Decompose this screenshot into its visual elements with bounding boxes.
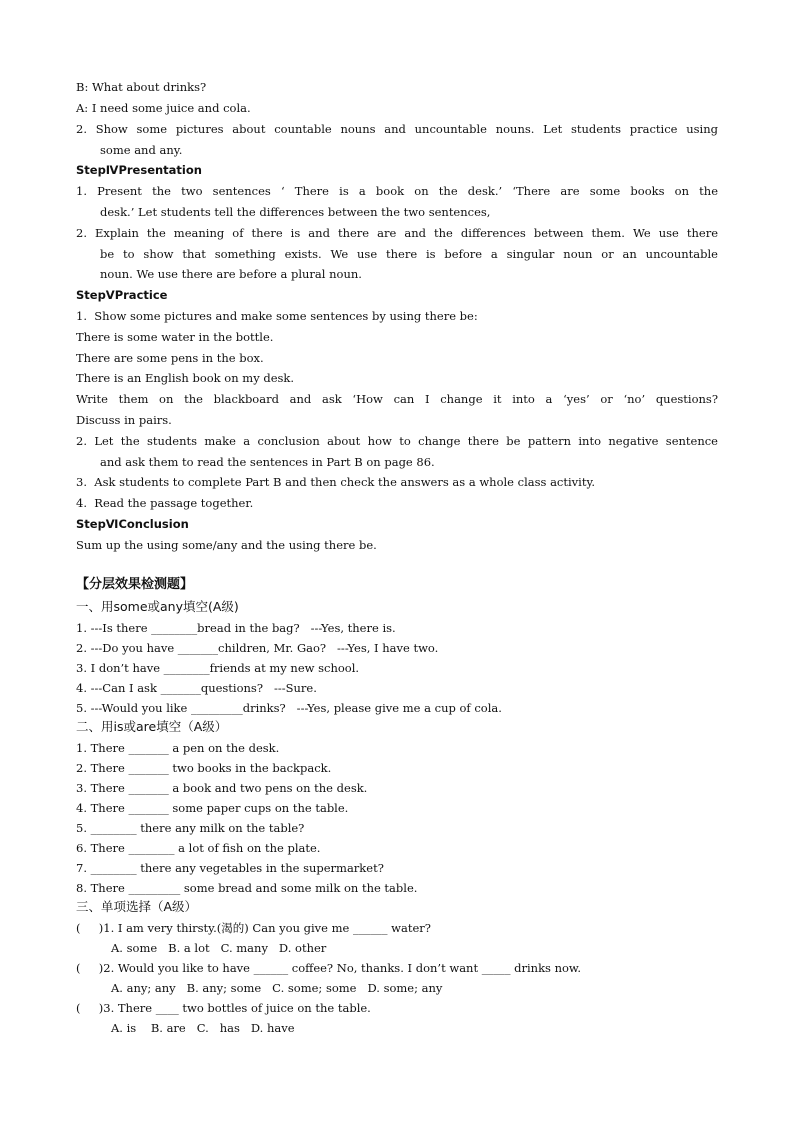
list-item-continuation: and ask them to read the sentences in Part B on page 86.	[100, 455, 435, 469]
exercise-item: 6. There ________ a lot of fish on the plate.	[76, 841, 321, 855]
list-item: 1. Show some pictures and make some sentences by using there be:	[76, 309, 478, 323]
exercise-item: 7. ________ there any vegetables in the supermarket?	[76, 861, 384, 875]
section-heading: StepⅣPresentation	[76, 163, 202, 177]
example-sentence: There are some pens in the box.	[76, 351, 264, 365]
list-item-continuation: noun. We use there are before a plural noun.	[100, 267, 362, 281]
list-item: 1. Present the two sentences ‘ There is a book on the desk.’ ‘There are some books on the	[76, 184, 718, 198]
paragraph-line: Discuss in pairs.	[76, 413, 172, 427]
section-heading: StepⅥConclusion	[76, 517, 189, 531]
exercise-item: 5. ---Would you like _________drinks? ---Yes, please give me a cup of cola.	[76, 701, 502, 715]
exercise-section-heading: 三、单项选择（A级）	[76, 899, 198, 914]
list-item: 2. Explain the meaning of there is and there are and the differences between them. We use there	[76, 226, 718, 240]
exercise-item: 3. There _______ a book and two pens on the desk.	[76, 781, 368, 795]
exercise-section-heading: 二、用is或are填空（A级）	[76, 719, 228, 734]
multiple-choice-options: A. some B. a lot C. many D. other	[111, 941, 327, 955]
list-item: 4. Read the passage together.	[76, 496, 254, 510]
exercise-item: 2. There _______ two books in the backpack.	[76, 761, 332, 775]
paragraph-line: Sum up the using some/any and the using there be.	[76, 538, 377, 552]
list-item: 2. Show some pictures about countable nouns and uncountable nouns. Let students practice using	[76, 122, 718, 136]
exercise-item: 1. There _______ a pen on the desk.	[76, 741, 280, 755]
list-item-continuation: some and any.	[100, 143, 183, 157]
exercise-item: 3. I don’t have ________friends at my new school.	[76, 661, 360, 675]
exercise-item: 8. There _________ some bread and some milk on the table.	[76, 881, 418, 895]
exercise-title: 【分层效果检测题】	[76, 577, 194, 592]
multiple-choice-options: A. any; any B. any; some C. some; some D. some; any	[111, 981, 443, 995]
multiple-choice-options: A. is B. are C. has D. have	[111, 1021, 295, 1035]
exercise-section-heading: 一、用some或any填空(A级)	[76, 599, 239, 614]
example-sentence: There is an English book on my desk.	[76, 371, 295, 385]
multiple-choice-question: ( )2. Would you like to have ______ coffee? No, thanks. I don’t want _____ drinks now.	[76, 961, 582, 975]
dialogue-line: A: I need some juice and cola.	[76, 101, 251, 115]
example-sentence: There is some water in the bottle.	[76, 330, 274, 344]
multiple-choice-question: ( )1. I am very thirsty.(渴的) Can you give me ______ water?	[76, 921, 431, 935]
section-heading: StepⅤPractice	[76, 288, 168, 302]
multiple-choice-question: ( )3. There ____ two bottles of juice on the table.	[76, 1001, 371, 1015]
list-item: 3. Ask students to complete Part B and then check the answers as a whole class activity.	[76, 475, 596, 489]
exercise-item: 4. ---Can I ask _______questions? ---Sure.	[76, 681, 317, 695]
exercise-item: 1. ---Is there ________bread in the bag? ---Yes, there is.	[76, 621, 396, 635]
paragraph-line: Write them on the blackboard and ask ‘How can I change it into a ‘yes’ or ‘no’ questions?	[76, 392, 718, 406]
list-item-continuation: be to show that something exists. We use there is before a singular noun or an uncountable	[100, 247, 718, 261]
list-item-continuation: desk.’ Let students tell the differences between the two sentences,	[100, 205, 491, 219]
list-item: 2. Let the students make a conclusion about how to change there be pattern into negative sentence	[76, 434, 718, 448]
dialogue-line: B: What about drinks?	[76, 80, 207, 94]
exercise-item: 5. ________ there any milk on the table?	[76, 821, 305, 835]
exercise-item: 4. There _______ some paper cups on the table.	[76, 801, 349, 815]
exercise-item: 2. ---Do you have _______children, Mr. Gao? ---Yes, I have two.	[76, 641, 439, 655]
